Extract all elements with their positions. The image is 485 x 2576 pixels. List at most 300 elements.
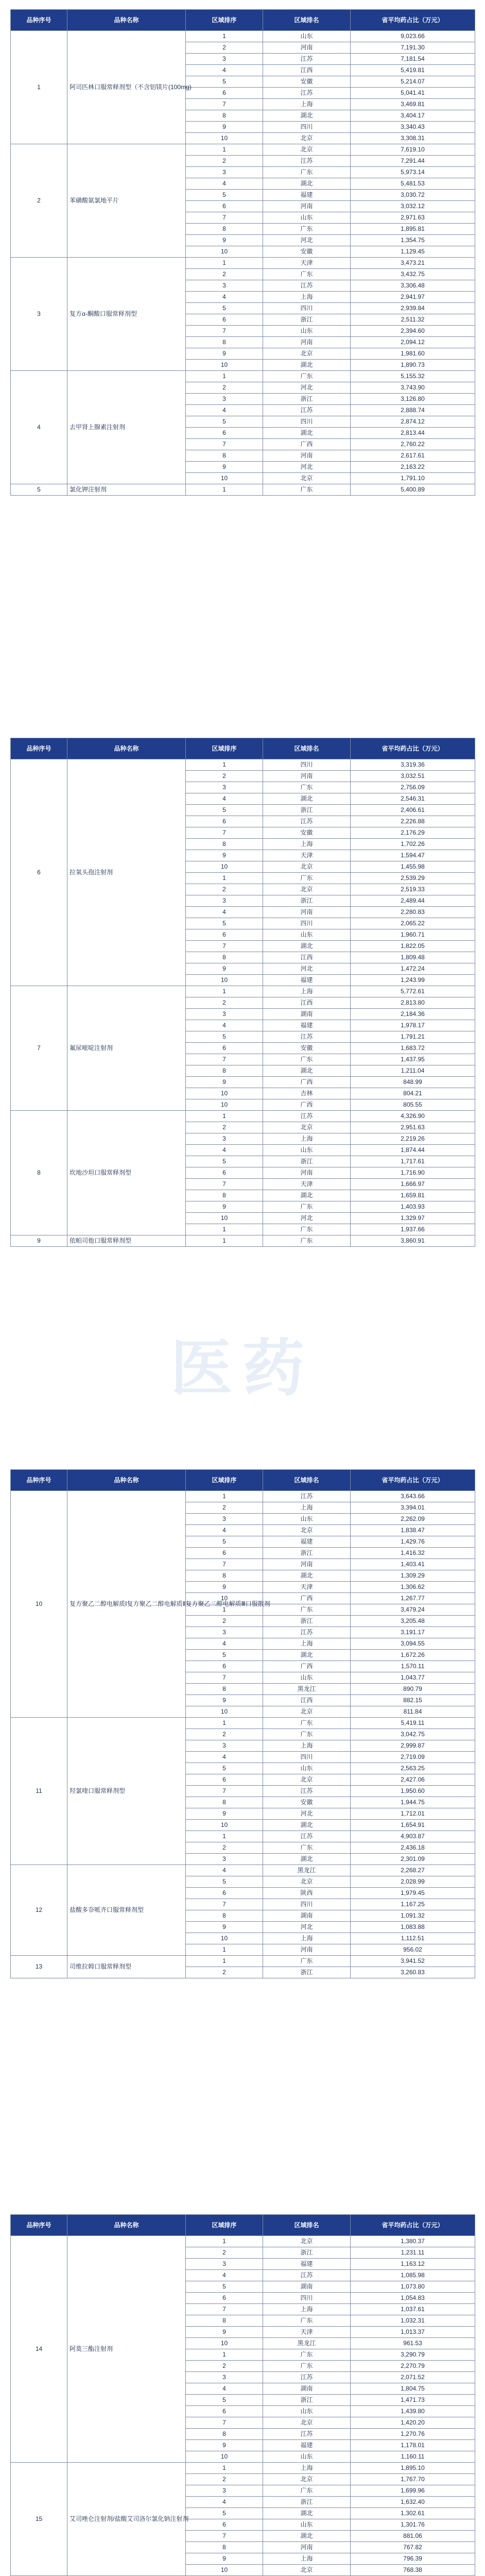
region-rank-cell: 2 (186, 771, 263, 782)
region-name-cell: 广东 (263, 873, 351, 884)
region-name-cell: 天津 (263, 2327, 351, 2338)
region-name-cell: 广东 (263, 1956, 351, 1967)
drug-name-cell: 依帕司他口服常释剂型 (67, 1235, 186, 1247)
region-name-cell: 湖北 (263, 2531, 351, 2542)
region-rank-cell: 7 (186, 99, 263, 110)
column-header: 省平均药占比（万元） (351, 1470, 475, 1491)
region-name-cell: 江苏 (263, 2270, 351, 2281)
region-rank-cell: 6 (186, 1774, 263, 1786)
region-name-cell: 河北 (263, 462, 351, 473)
region-name-cell: 江苏 (263, 2429, 351, 2440)
region-rank-cell: 1 (186, 1111, 263, 1122)
value-cell: 2,519.33 (351, 884, 475, 895)
region-rank-cell: 3 (186, 167, 263, 178)
region-rank-cell: 6 (186, 1548, 263, 1559)
drug-name-cell: 苯磺酸氨氯地平片 (67, 144, 186, 258)
value-cell: 1,712.01 (351, 1808, 475, 1820)
value-cell: 9,023.66 (351, 31, 475, 42)
region-rank-cell: 7 (186, 439, 263, 450)
value-cell: 1,950.60 (351, 1786, 475, 1797)
region-rank-cell: 6 (186, 201, 263, 212)
region-name-cell: 福建 (263, 2440, 351, 2451)
region-rank-cell: 7 (186, 1899, 263, 1910)
region-rank-cell: 7 (186, 827, 263, 839)
region-rank-cell: 8 (186, 1570, 263, 1582)
value-cell: 1,472.24 (351, 963, 475, 975)
region-rank-cell: 5 (186, 2508, 263, 2519)
value-cell: 1,570.11 (351, 1661, 475, 1672)
drug-number-cell: 9 (11, 1235, 67, 1247)
region-rank-cell: 2 (186, 269, 263, 280)
value-cell: 1,309.29 (351, 1570, 475, 1582)
region-name-cell: 山东 (263, 31, 351, 42)
value-cell: 2,546.31 (351, 793, 475, 805)
region-rank-cell: 1 (186, 144, 263, 156)
drug-name-cell: 羟氯喹口服常释剂型 (67, 1718, 186, 1865)
region-name-cell: 上海 (263, 1502, 351, 1514)
region-rank-cell: 9 (186, 963, 263, 975)
drug-name-cell: 复方α-酮酸口服常释剂型 (67, 258, 186, 371)
region-rank-cell: 1 (186, 1718, 263, 1729)
value-cell: 1,890.73 (351, 360, 475, 371)
value-cell: 2,176.29 (351, 827, 475, 839)
drug-number-cell: 14 (11, 2236, 67, 2463)
region-name-cell: 浙江 (263, 314, 351, 326)
region-rank-cell: 8 (186, 1190, 263, 1201)
value-cell: 2,436.18 (351, 1842, 475, 1854)
region-name-cell: 广东 (263, 1718, 351, 1729)
value-cell: 3,319.36 (351, 759, 475, 771)
region-name-cell: 江苏 (263, 1831, 351, 1842)
drug-name-cell: 盐酸多奈哌齐口服常释剂型 (67, 1865, 186, 1956)
region-rank-cell: 7 (186, 326, 263, 337)
region-rank-cell: 9 (186, 1201, 263, 1213)
value-cell: 2,951.63 (351, 1122, 475, 1133)
region-rank-cell: 9 (186, 235, 263, 246)
region-name-cell: 黑龙江 (263, 1684, 351, 1695)
region-name-cell: 北京 (263, 884, 351, 895)
region-name-cell: 广西 (263, 439, 351, 450)
region-name-cell: 北京 (263, 1876, 351, 1888)
region-name-cell: 广西 (263, 1593, 351, 1604)
region-rank-cell: 8 (186, 224, 263, 235)
region-name-cell: 北京 (263, 2565, 351, 2576)
table-row (11, 986, 475, 997)
region-rank-cell: 2 (186, 1502, 263, 1514)
region-rank-cell: 10 (186, 2338, 263, 2349)
drug-name-cell: 氯化钾注射剂 (67, 484, 186, 496)
value-cell: 1,403.41 (351, 1559, 475, 1570)
value-cell: 1,791.10 (351, 473, 475, 484)
value-cell: 5,419.81 (351, 65, 475, 76)
table-row (11, 31, 475, 42)
region-rank-cell: 4 (186, 2383, 263, 2395)
column-header: 区域排序 (186, 1470, 263, 1491)
region-rank-cell: 8 (186, 2429, 263, 2440)
value-cell: 1,301.76 (351, 2519, 475, 2531)
region-rank-cell: 5 (186, 416, 263, 428)
region-rank-cell: 6 (186, 2519, 263, 2531)
value-cell: 1,716.90 (351, 1167, 475, 1179)
region-rank-cell: 4 (186, 1865, 263, 1876)
region-name-cell: 安徽 (263, 1043, 351, 1054)
value-cell: 4,903.87 (351, 1831, 475, 1842)
region-name-cell: 河北 (263, 963, 351, 975)
region-name-cell: 江苏 (263, 2372, 351, 2383)
region-rank-cell: 6 (186, 2293, 263, 2304)
region-name-cell: 广东 (263, 782, 351, 793)
value-cell: 1,960.71 (351, 929, 475, 941)
region-name-cell: 广东 (263, 371, 351, 382)
value-cell: 1,439.80 (351, 2406, 475, 2417)
column-header: 品种名称 (67, 10, 186, 31)
region-rank-cell: 4 (186, 1020, 263, 1031)
region-name-cell: 湖北 (263, 793, 351, 805)
region-rank-cell: 5 (186, 1156, 263, 1167)
drug-name-cell: 阿司匹林口服常释剂型（不含铝镁片(100mg) (67, 31, 186, 144)
table-row (11, 1491, 475, 1502)
value-cell: 1,895.10 (351, 2463, 475, 2474)
region-name-cell: 江苏 (263, 1491, 351, 1502)
watermark: 医药 (170, 1334, 315, 1403)
region-name-cell: 广西 (263, 1099, 351, 1111)
region-rank-cell: 6 (186, 929, 263, 941)
value-cell: 3,643.66 (351, 1491, 475, 1502)
value-cell: 1,129.45 (351, 246, 475, 258)
region-rank-cell: 10 (186, 246, 263, 258)
region-rank-cell: 9 (186, 2440, 263, 2451)
column-header: 品种序号 (11, 1470, 67, 1491)
region-name-cell: 广东 (263, 484, 351, 496)
value-cell: 1,895.81 (351, 224, 475, 235)
value-cell: 882.15 (351, 1695, 475, 1706)
region-name-cell: 江苏 (263, 88, 351, 99)
value-cell: 1,243.99 (351, 975, 475, 986)
value-cell: 3,394.01 (351, 1502, 475, 1514)
region-name-cell: 北京 (263, 144, 351, 156)
region-name-cell: 上海 (263, 1133, 351, 1145)
value-cell: 3,126.80 (351, 394, 475, 405)
region-rank-cell: 9 (186, 1808, 263, 1820)
table-row (11, 2236, 475, 2247)
value-cell: 1,672.26 (351, 1650, 475, 1661)
value-cell: 1,267.77 (351, 1593, 475, 1604)
region-rank-cell: 10 (186, 360, 263, 371)
drug-number-cell: 11 (11, 1718, 67, 1865)
table-row (11, 258, 475, 269)
value-cell: 3,743.90 (351, 382, 475, 394)
region-rank-cell: 9 (186, 1077, 263, 1088)
region-name-cell: 河南 (263, 1559, 351, 1570)
value-cell: 804.21 (351, 1088, 475, 1099)
region-name-cell: 广东 (263, 224, 351, 235)
value-cell: 3,030.72 (351, 190, 475, 201)
table-row (11, 144, 475, 156)
region-rank-cell: 6 (186, 1043, 263, 1054)
value-cell: 1,874.44 (351, 1145, 475, 1156)
column-header: 品种序号 (11, 10, 67, 31)
region-rank-cell: 9 (186, 850, 263, 861)
table-header-row (11, 1470, 475, 1491)
region-name-cell: 四川 (263, 1899, 351, 1910)
region-rank-cell: 2 (186, 156, 263, 167)
value-cell: 2,999.87 (351, 1740, 475, 1752)
value-cell: 5,772.61 (351, 986, 475, 997)
region-name-cell: 四川 (263, 416, 351, 428)
value-cell: 3,432.75 (351, 269, 475, 280)
region-name-cell: 湖北 (263, 1570, 351, 1582)
region-name-cell: 河南 (263, 771, 351, 782)
region-name-cell: 江西 (263, 1695, 351, 1706)
drug-name-cell: 氟尿嘧啶注射剂 (67, 986, 186, 1111)
region-rank-cell: 7 (186, 1179, 263, 1190)
region-name-cell: 山东 (263, 1514, 351, 1525)
region-name-cell: 湖北 (263, 2508, 351, 2519)
region-rank-cell: 10 (186, 975, 263, 986)
region-name-cell: 北京 (263, 1122, 351, 1133)
region-rank-cell: 7 (186, 2417, 263, 2429)
region-name-cell: 山东 (263, 929, 351, 941)
region-name-cell: 广东 (263, 2485, 351, 2497)
region-rank-cell: 8 (186, 1910, 263, 1922)
value-cell: 3,469.81 (351, 99, 475, 110)
column-header: 区域排序 (186, 2215, 263, 2236)
table-row (11, 2463, 475, 2474)
region-rank-cell: 8 (186, 450, 263, 462)
value-cell: 1,211.04 (351, 1065, 475, 1077)
region-rank-cell: 4 (186, 1525, 263, 1536)
column-header: 区域排序 (186, 10, 263, 31)
table-row (11, 371, 475, 382)
region-rank-cell: 1 (186, 873, 263, 884)
column-header: 区域排名 (263, 738, 351, 759)
region-name-cell: 江苏 (263, 156, 351, 167)
value-cell: 1,403.93 (351, 1201, 475, 1213)
column-header: 省平均药占比（万元） (351, 10, 475, 31)
value-cell: 1,091.32 (351, 1910, 475, 1922)
region-name-cell: 四川 (263, 759, 351, 771)
region-rank-cell: 1 (186, 1235, 263, 1247)
value-cell: 2,760.22 (351, 439, 475, 450)
value-cell: 2,617.61 (351, 450, 475, 462)
value-cell: 7,619.10 (351, 144, 475, 156)
value-cell: 2,939.84 (351, 303, 475, 314)
drug-number-cell: 13 (11, 1956, 67, 1978)
region-rank-cell: 3 (186, 1009, 263, 1020)
column-header: 区域排名 (263, 1470, 351, 1491)
region-name-cell: 广西 (263, 1661, 351, 1672)
value-cell: 1,032.31 (351, 2315, 475, 2327)
region-rank-cell: 10 (186, 2451, 263, 2463)
region-rank-cell: 5 (186, 1763, 263, 1774)
drug-ranking-table (10, 2214, 475, 2576)
region-rank-cell: 5 (186, 805, 263, 816)
region-name-cell: 上海 (263, 99, 351, 110)
value-cell: 811.84 (351, 1706, 475, 1718)
region-name-cell: 山东 (263, 2519, 351, 2531)
region-rank-cell: 6 (186, 1661, 263, 1672)
region-rank-cell: 10 (186, 1213, 263, 1224)
region-rank-cell: 10 (186, 473, 263, 484)
region-rank-cell: 1 (186, 258, 263, 269)
drug-number-cell: 5 (11, 484, 67, 496)
region-rank-cell: 8 (186, 337, 263, 348)
region-name-cell: 江苏 (263, 1031, 351, 1043)
value-cell: 7,191.30 (351, 42, 475, 54)
region-rank-cell: 5 (186, 190, 263, 201)
region-rank-cell: 4 (186, 2497, 263, 2508)
region-rank-cell: 1 (186, 1604, 263, 1616)
value-cell: 1,944.75 (351, 1797, 475, 1808)
region-rank-cell: 3 (186, 394, 263, 405)
region-rank-cell: 1 (186, 1831, 263, 1842)
region-name-cell: 广东 (263, 1054, 351, 1065)
value-cell: 767.82 (351, 2542, 475, 2553)
drug-name-cell: 拉氧头孢注射剂 (67, 759, 186, 986)
region-name-cell: 浙江 (263, 2247, 351, 2259)
region-name-cell: 浙江 (263, 1548, 351, 1559)
region-name-cell: 天津 (263, 1179, 351, 1190)
table-row (11, 1235, 475, 1247)
value-cell: 2,511.32 (351, 314, 475, 326)
region-name-cell: 四川 (263, 1752, 351, 1763)
column-header: 省平均药占比（万元） (351, 738, 475, 759)
region-rank-cell: 4 (186, 1638, 263, 1650)
region-name-cell: 北京 (263, 2417, 351, 2429)
region-name-cell: 福建 (263, 190, 351, 201)
value-cell: 1,354.75 (351, 235, 475, 246)
table-section-3 (10, 1469, 475, 1978)
region-name-cell: 浙江 (263, 394, 351, 405)
region-rank-cell: 1 (186, 759, 263, 771)
drug-name-cell: 艾司唑仑注射剂/盐酸艾司洛尔氯化钠注射剂 (67, 2463, 186, 2576)
region-name-cell: 河南 (263, 450, 351, 462)
region-rank-cell: 2 (186, 1729, 263, 1740)
region-name-cell: 湖南 (263, 2281, 351, 2293)
drug-number-cell: 6 (11, 759, 67, 986)
table-section-2 (10, 738, 475, 1247)
value-cell: 1,160.11 (351, 2451, 475, 2463)
region-name-cell: 浙江 (263, 1616, 351, 1627)
value-cell: 2,226.88 (351, 816, 475, 827)
value-cell: 5,419.11 (351, 1718, 475, 1729)
value-cell: 1,163.12 (351, 2259, 475, 2270)
column-header: 省平均药占比（万元） (351, 2215, 475, 2236)
region-rank-cell: 9 (186, 1582, 263, 1593)
region-name-cell: 黑龙江 (263, 2338, 351, 2349)
region-name-cell: 四川 (263, 303, 351, 314)
region-name-cell: 河南 (263, 1944, 351, 1956)
value-cell: 1,437.95 (351, 1054, 475, 1065)
region-name-cell: 江苏 (263, 1786, 351, 1797)
drug-number-cell: 2 (11, 144, 67, 258)
region-name-cell: 湖北 (263, 1820, 351, 1831)
value-cell: 1,632.40 (351, 2497, 475, 2508)
region-rank-cell: 3 (186, 1133, 263, 1145)
region-rank-cell: 7 (186, 1054, 263, 1065)
region-name-cell: 江西 (263, 65, 351, 76)
value-cell: 2,280.83 (351, 907, 475, 918)
drug-ranking-table (10, 1469, 475, 1978)
region-rank-cell: 8 (186, 2315, 263, 2327)
region-name-cell: 河南 (263, 42, 351, 54)
region-name-cell: 黑龙江 (263, 1865, 351, 1876)
value-cell: 3,032.12 (351, 201, 475, 212)
value-cell: 1,978.17 (351, 1020, 475, 1031)
value-cell: 1,979.45 (351, 1888, 475, 1899)
region-rank-cell: 1 (186, 1944, 263, 1956)
region-rank-cell: 10 (186, 1933, 263, 1944)
value-cell: 1,329.97 (351, 1213, 475, 1224)
value-cell: 3,191.17 (351, 1627, 475, 1638)
value-cell: 1,702.26 (351, 839, 475, 850)
table-header-row (11, 10, 475, 31)
region-name-cell: 江苏 (263, 1111, 351, 1122)
region-name-cell: 河北 (263, 1213, 351, 1224)
value-cell: 2,427.06 (351, 1774, 475, 1786)
value-cell: 2,756.09 (351, 782, 475, 793)
value-cell: 1,981.60 (351, 348, 475, 360)
region-rank-cell: 5 (186, 76, 263, 88)
region-name-cell: 广东 (263, 1842, 351, 1854)
value-cell: 5,973.14 (351, 167, 475, 178)
region-name-cell: 湖北 (263, 941, 351, 952)
value-cell: 3,042.75 (351, 1729, 475, 1740)
region-rank-cell: 1 (186, 484, 263, 496)
region-rank-cell: 4 (186, 2270, 263, 2281)
region-rank-cell: 5 (186, 1650, 263, 1661)
table-header-row (11, 738, 475, 759)
value-cell: 1,594.47 (351, 850, 475, 861)
region-name-cell: 广东 (263, 2315, 351, 2327)
value-cell: 3,941.52 (351, 1956, 475, 1967)
region-rank-cell: 10 (186, 1099, 263, 1111)
region-rank-cell: 8 (186, 2542, 263, 2553)
value-cell: 1,455.98 (351, 861, 475, 873)
region-name-cell: 江苏 (263, 54, 351, 65)
value-cell: 1,471.73 (351, 2395, 475, 2406)
column-header: 品种名称 (67, 738, 186, 759)
region-name-cell: 河北 (263, 1922, 351, 1933)
region-rank-cell: 4 (186, 65, 263, 76)
value-cell: 1,420.20 (351, 2417, 475, 2429)
column-header: 品种名称 (67, 2215, 186, 2236)
region-name-cell: 上海 (263, 1933, 351, 1944)
table-row (11, 759, 475, 771)
region-name-cell: 上海 (263, 292, 351, 303)
region-name-cell: 湖南 (263, 1910, 351, 1922)
value-cell: 2,262.09 (351, 1514, 475, 1525)
region-name-cell: 浙江 (263, 895, 351, 907)
value-cell: 1,804.75 (351, 2383, 475, 2395)
region-name-cell: 安徽 (263, 246, 351, 258)
value-cell: 2,941.97 (351, 292, 475, 303)
value-cell: 1,683.72 (351, 1043, 475, 1054)
drug-ranking-table (10, 738, 475, 1247)
region-rank-cell: 7 (186, 212, 263, 224)
column-header: 品种序号 (11, 738, 67, 759)
table-row (11, 1865, 475, 1876)
value-cell: 3,290.79 (351, 2349, 475, 2361)
region-name-cell: 湖北 (263, 1650, 351, 1661)
region-rank-cell: 1 (186, 1224, 263, 1235)
drug-number-cell: 4 (11, 371, 67, 484)
value-cell: 3,205.48 (351, 1616, 475, 1627)
region-name-cell: 河北 (263, 1808, 351, 1820)
region-rank-cell: 6 (186, 1888, 263, 1899)
region-name-cell: 安徽 (263, 76, 351, 88)
region-name-cell: 天津 (263, 1582, 351, 1593)
